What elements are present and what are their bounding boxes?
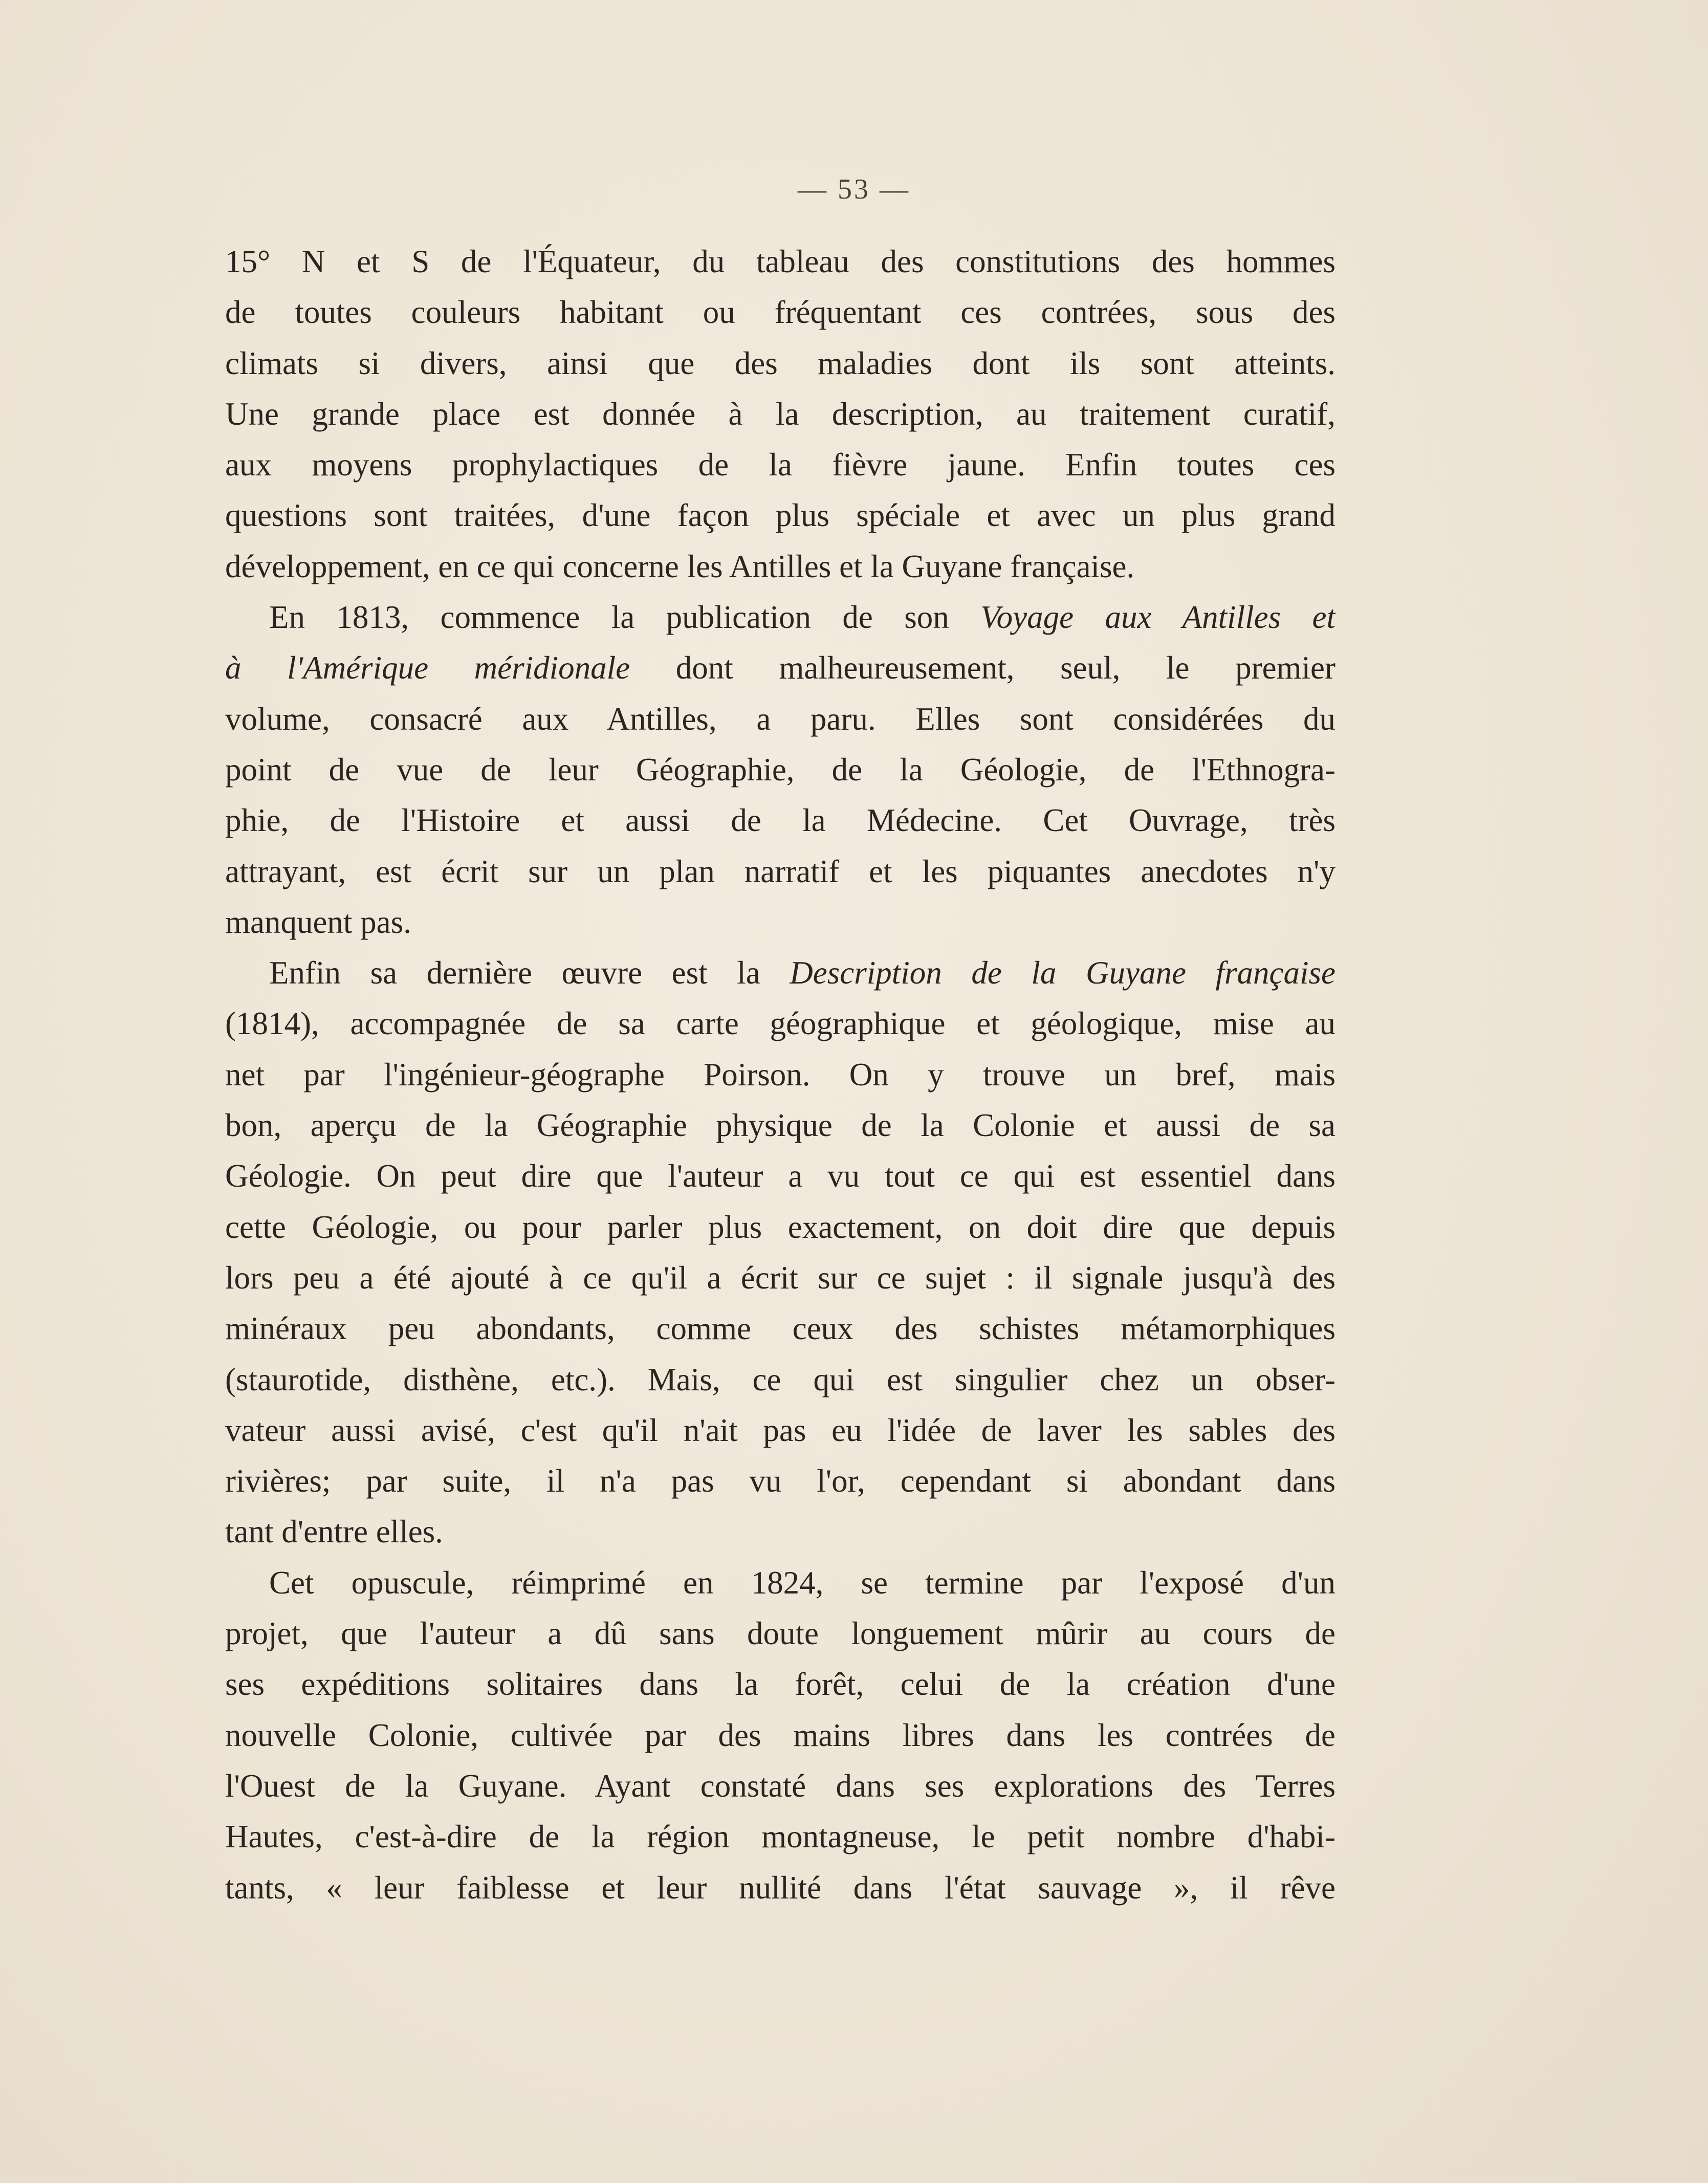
- text-line: climats si divers, ainsi que des maladies dont ils sont atteints.: [225, 345, 1335, 381]
- text-line: de toutes couleurs habitant ou fréquentant ces contrées, sous des: [225, 294, 1335, 331]
- text-line: projet, que l'auteur a dû sans doute longuement mûrir au cours de: [225, 1616, 1335, 1652]
- text-line: Géologie. On peut dire que l'auteur a vu tout ce qui est essentiel dans: [225, 1158, 1335, 1194]
- text-line: Cet opuscule, réimprimé en 1824, se termine par l'exposé d'un: [269, 1564, 1335, 1601]
- text-line: net par l'ingénieur-géographe Poirson. On y trouve un bref, mais: [225, 1056, 1335, 1093]
- text-line: bon, aperçu de la Géographie physique de la Colonie et aussi de sa: [225, 1107, 1335, 1144]
- text-line: aux moyens prophylactiques de la fièvre jaune. Enfin toutes ces: [225, 447, 1335, 483]
- text-line: questions sont traitées, d'une façon plus spéciale et avec un plus grand: [225, 497, 1335, 534]
- book-title: à l'Amérique méridionale: [225, 650, 630, 686]
- text-line: Une grande place est donnée à la description, au traitement curatif,: [225, 396, 1335, 432]
- text-line: rivières; par suite, il n'a pas vu l'or, cependant si abondant dans: [225, 1463, 1335, 1499]
- body-text: [225, 236, 1335, 1913]
- page-number: — 53 —: [798, 173, 910, 205]
- text-line: développement, en ce qui concerne les Antilles et la Guyane française.: [225, 548, 1135, 584]
- text-line: tant d'entre elles.: [225, 1514, 443, 1550]
- text-line: manquent pas.: [225, 904, 411, 940]
- text-line: Hautes, c'est-à-dire de la région montagneuse, le petit nombre d'habi-: [225, 1819, 1335, 1855]
- text-line: cette Géologie, ou pour parler plus exactement, on doit dire que depuis: [225, 1209, 1335, 1245]
- text-line: volume, consacré aux Antilles, a paru. Elles sont considérées du: [225, 701, 1335, 737]
- text-line: à l'Amérique méridionale dont malheureusement, seul, le premier: [225, 650, 1335, 686]
- text-line: nouvelle Colonie, cultivée par des mains libres dans les contrées de: [225, 1717, 1335, 1753]
- text-line: En 1813, commence la publication de son Voyage aux Antilles et: [269, 599, 1335, 636]
- text-line: (1814), accompagnée de sa carte géographique et géologique, mise au: [225, 1006, 1335, 1042]
- text-line: Enfin sa dernière œuvre est la Description de la Guyane française: [269, 955, 1335, 991]
- text-line: vateur aussi avisé, c'est qu'il n'ait pas eu l'idée de laver les sables des: [225, 1412, 1335, 1448]
- text-line: phie, de l'Histoire et aussi de la Médecine. Cet Ouvrage, très: [225, 802, 1335, 839]
- text-line: attrayant, est écrit sur un plan narratif et les piquantes anecdotes n'y: [225, 853, 1335, 889]
- text-line: l'Ouest de la Guyane. Ayant constaté dans ses explorations des Terres: [225, 1767, 1335, 1804]
- book-title: Description de la Guyane française: [790, 955, 1335, 991]
- text-line: 15° N et S de l'Équateur, du tableau des constitutions des hommes: [225, 244, 1335, 279]
- book-title: Voyage aux Antilles et: [980, 599, 1335, 636]
- text-line: point de vue de leur Géographie, de la Géologie, de l'Ethnogra-: [225, 751, 1335, 788]
- text-line: lors peu a été ajouté à ce qu'il a écrit sur ce sujet : il signale jusqu'à des: [225, 1259, 1335, 1296]
- text-line: minéraux peu abondants, comme ceux des schistes métamorphiques: [225, 1311, 1335, 1347]
- text-line: (staurotide, disthène, etc.). Mais, ce qui est singulier chez un obser-: [225, 1361, 1335, 1398]
- text-line: ses expéditions solitaires dans la forêt, celui de la création d'une: [225, 1666, 1335, 1702]
- text-line: tants, « leur faiblesse et leur nullité dans l'état sauvage », il rêve: [225, 1869, 1335, 1906]
